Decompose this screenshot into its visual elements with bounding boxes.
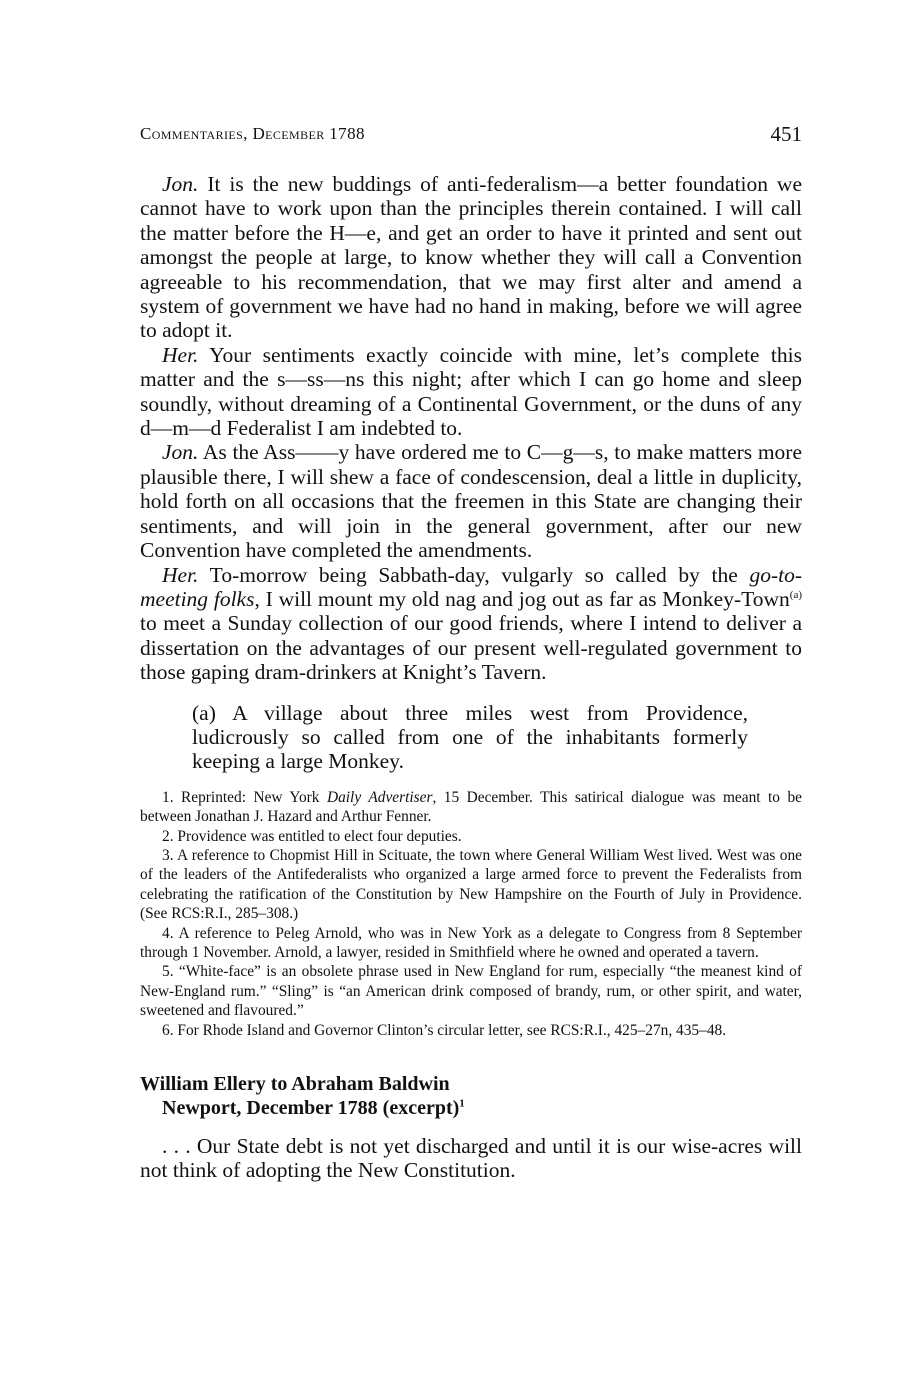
paragraph-text: As the Ass——y have ordered me to C—g—s, to make matters more plausible there, I will shew a face of condescension, deal a little in duplicity, hold forth on all occasions that the freemen in this State are changing their sentiments, and will join in the general government, after our new Convention have completed the amendments. — [140, 440, 802, 563]
publication-title: Daily Advertiser — [326, 788, 433, 806]
paragraph-text: It is the new buddings of anti-federalism—a better foundation we cannot have to work upon than the principles therein contained. I will call the matter before the H—e, and get an order to have it printed and sent out amongst the people at large, to know whether they will call a Convention agreeable to his recommendation, that we may first alter and amend a system of government we have had no hand in making, before we will agree to adopt it. — [140, 172, 802, 343]
paragraph-text: to meet a Sunday collection of our good friends, where I intend to deliver a dissertation on the advantages of our present well-regulated government to those gaping dram-drinkers at Knight’s Tavern. — [140, 611, 802, 685]
italic-phrase: go-to-meeting folks — [140, 562, 802, 611]
paragraph-text: Your sentiments exactly coincide with mine, let’s complete this matter and the s—ss—ns this night; after which I can go home and sleep soundly, without dreaming of a Continental Government, or the duns of any d—m—d Federalist I am indebted to. — [140, 342, 802, 441]
dialogue-paragraph — [140, 172, 802, 343]
footnote-marker: 1 — [459, 1097, 465, 1110]
footnote — [140, 788, 802, 827]
running-head-title: Commentaries, December 1788 — [140, 124, 365, 143]
footnote: 4. A reference to Peleg Arnold, who was in New York as a delegate to Congress from 8 September through 1 November. Arnold, a lawyer, resided in Smithfield where he owned and operated a tavern. — [140, 924, 802, 961]
inline-note: (a) A village about three miles west from Providence, ludicrously so called from one of the inhabitants formerly keeping a large Monkey. — [192, 700, 748, 774]
paragraph-text: , I will mount my old nag and jog out as far as Monkey-Town — [254, 586, 790, 611]
page-number: 451 — [770, 122, 802, 146]
footnote: 3. A reference to Chopmist Hill in Scituate, the town where General William West lived. West was one of the leaders of the Antifederalists who organized a large armed force to prevent the Federalists from celebrating the ratification of the Constitution by New Hampshire on the Fourth of July in Providence. (See RCS:R.I., 285–308.) — [140, 846, 802, 923]
footnote: 5. “White-face” is an obsolete phrase used in New England for rum, especially “the meanest kind of New-England rum.” “Sling” is “an American drink composed of brandy, rum, or other spirit, and water, sweetened and flavoured.” — [140, 963, 802, 1020]
footnote: 2. Providence was entitled to elect four deputies. — [162, 827, 462, 845]
speaker-label: Jon. — [162, 440, 199, 465]
speaker-label: Her. — [162, 562, 199, 587]
section-subheading — [140, 1096, 802, 1120]
note-marker: (a) — [789, 588, 802, 601]
section-heading: William Ellery to Abraham Baldwin — [140, 1073, 450, 1096]
page-body — [140, 172, 802, 1183]
speaker-label: Jon. — [162, 172, 199, 196]
footnotes — [140, 788, 802, 1040]
letter-text: . . . Our State debt is not yet discharged and until it is our wise-acres will not think of adopting the New Constitution. — [140, 1134, 802, 1183]
dialogue-paragraph — [140, 343, 802, 441]
dialogue-paragraph — [140, 563, 802, 685]
section-subheading-text: Newport, December 1788 (excerpt) — [162, 1097, 460, 1120]
footnote: 6. For Rhode Island and Governor Clinton’s circular letter, see RCS:R.I., 425–27n, 435–48. — [162, 1021, 727, 1039]
paragraph-text: To-morrow being Sabbath-day, vulgarly so called by the — [198, 562, 750, 587]
running-head — [140, 124, 802, 150]
footnote-text: , 15 December. This satirical dialogue was meant to be between Jonathan J. Hazard and Arthur Fenner. — [140, 788, 802, 826]
speaker-label: Her. — [162, 342, 199, 367]
footnote-text: 1. Reprinted: New York — [162, 788, 327, 806]
dialogue-paragraph — [140, 440, 802, 562]
